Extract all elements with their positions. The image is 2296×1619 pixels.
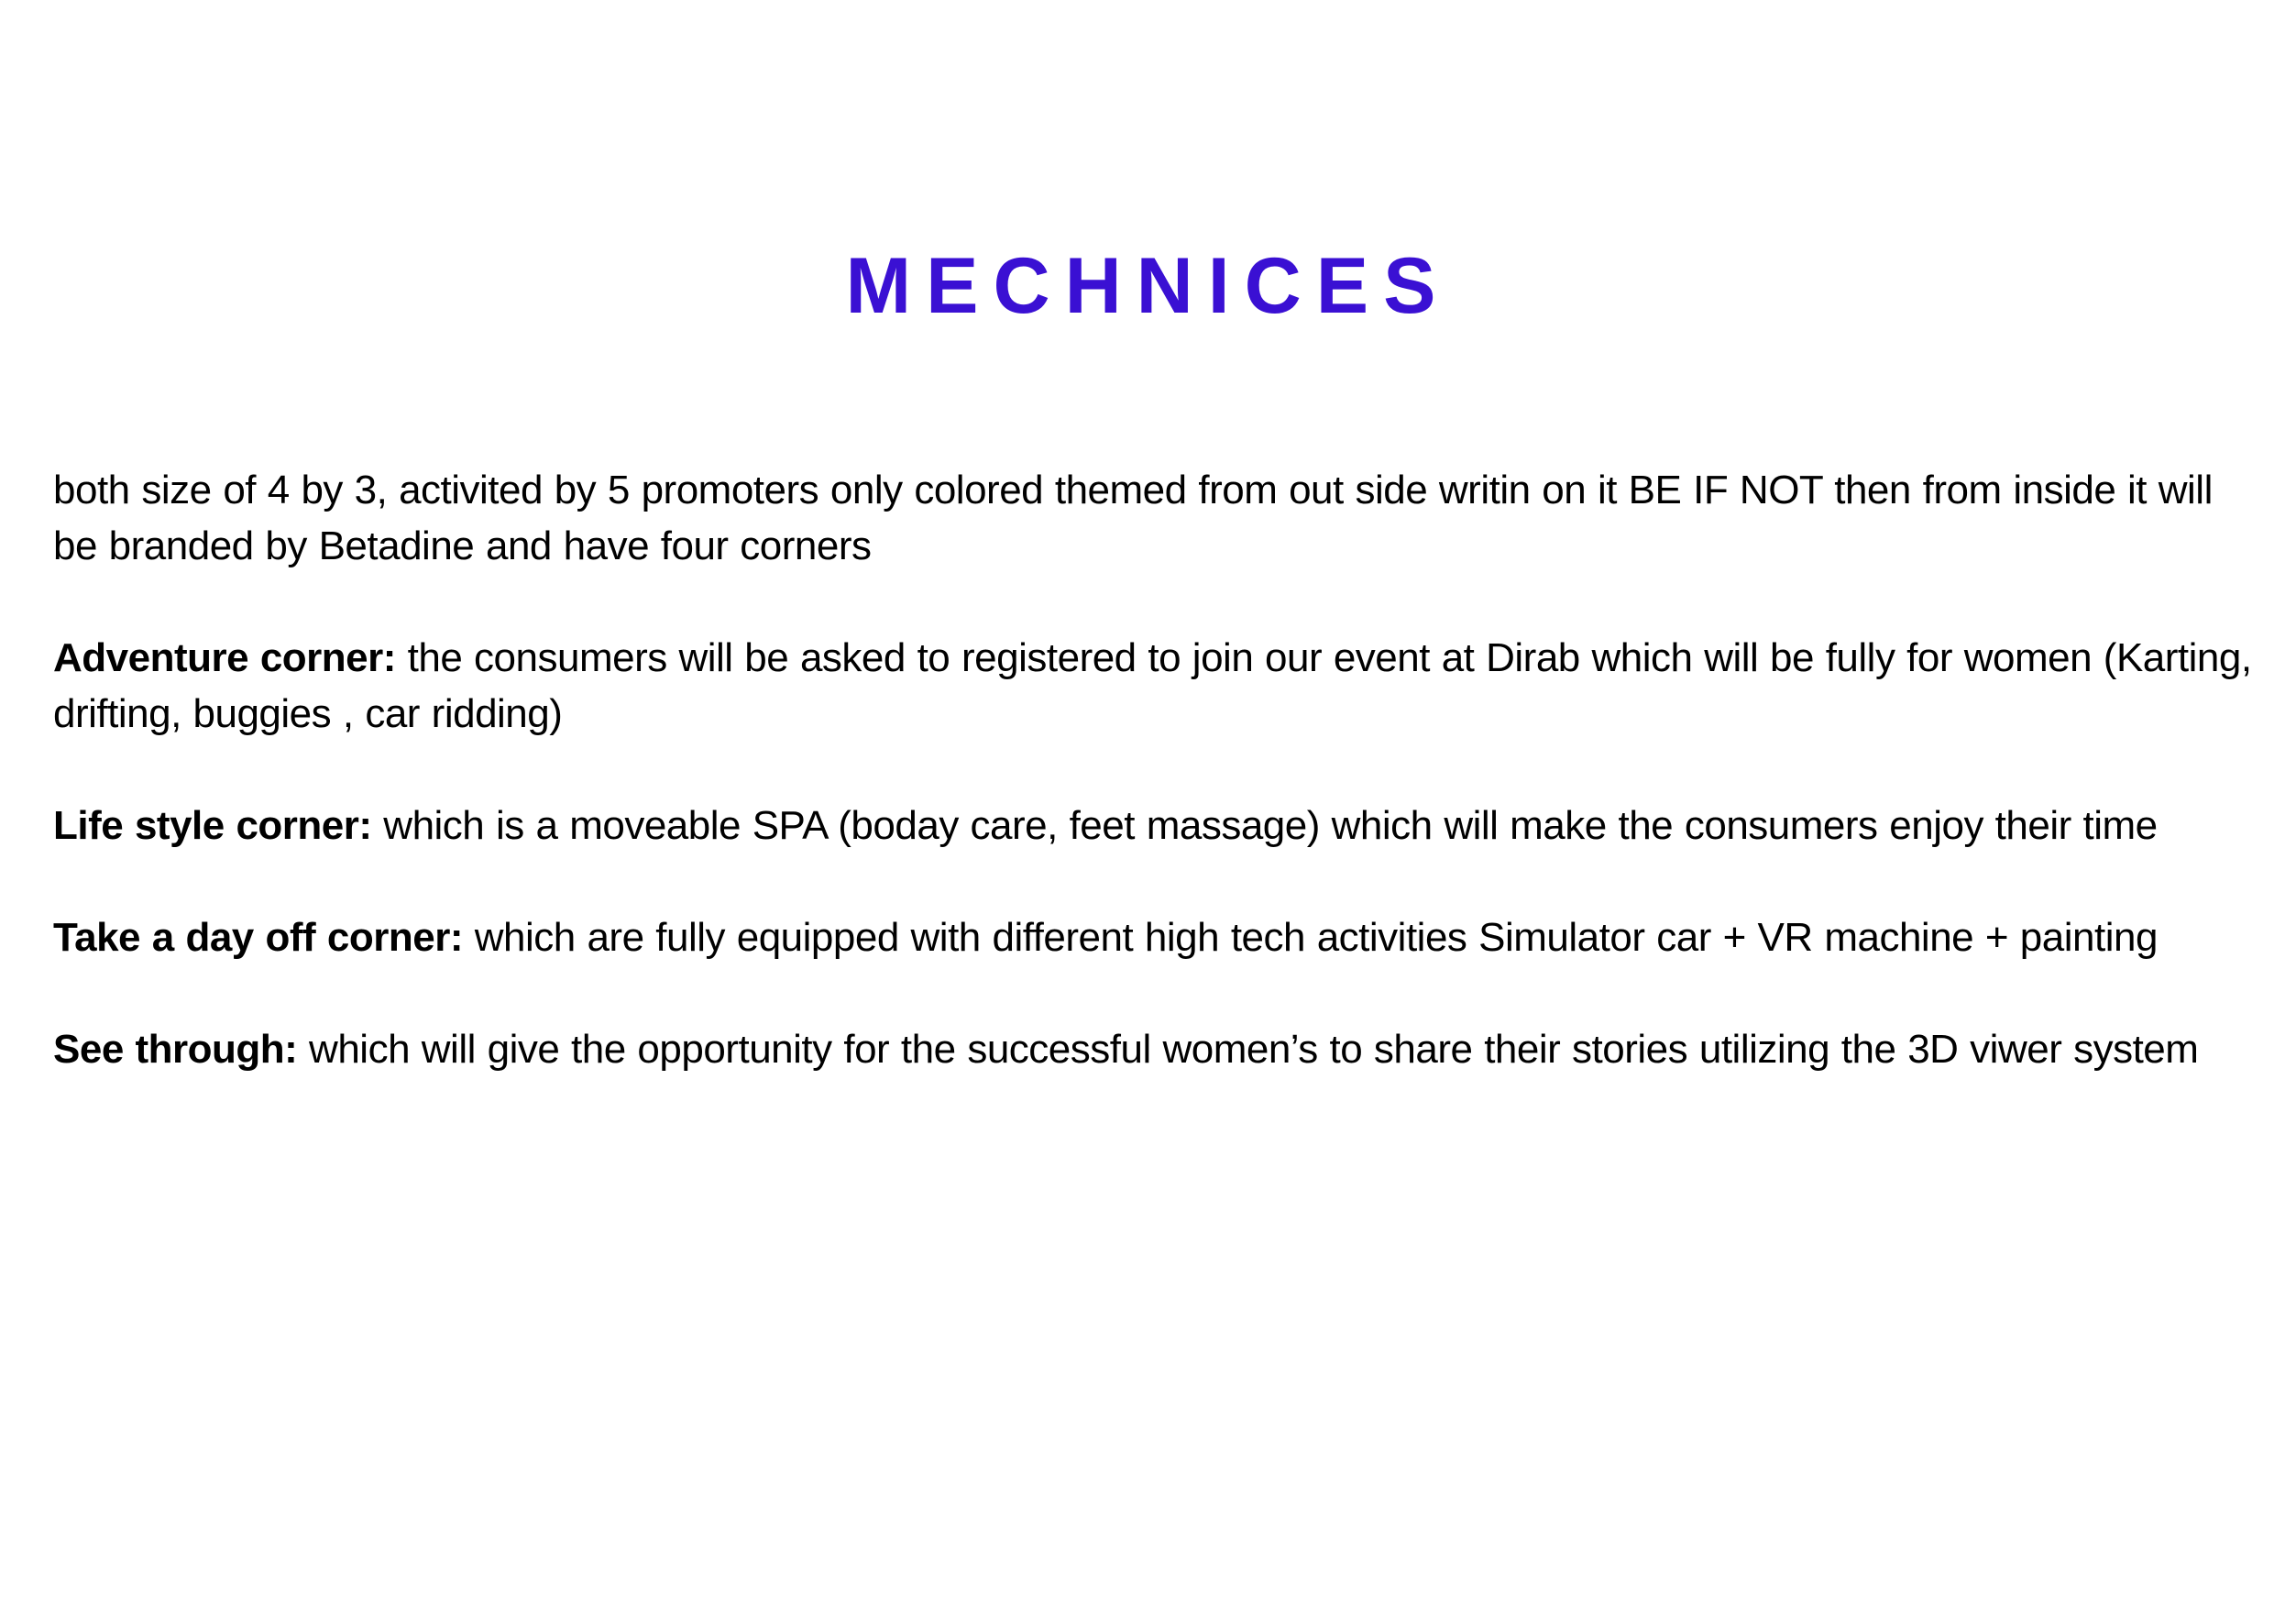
section-heading: Adventure corner: [53, 635, 396, 680]
section-text: which will give the opportunity for the successful women’s to share their stories utilizing the 3D viwer system [297, 1027, 2199, 1072]
section-text: which are fully equipped with different high tech activities Simulator car + VR machine + painting [463, 915, 2158, 960]
section-heading: See through: [53, 1027, 298, 1072]
section-heading: Take a day off corner: [53, 915, 463, 960]
section-adventure-corner [53, 630, 2253, 742]
section-life-style-corner [53, 798, 2253, 854]
page-title: MECHNICES [845, 242, 1451, 330]
section-see-through [53, 1021, 2253, 1077]
section-text: which is a moveable SPA (boday care, feet massage) which will make the consumers enjoy their time [371, 803, 2158, 848]
section-take-a-day-off-corner [53, 909, 2253, 965]
body-content [53, 462, 2253, 1077]
intro-paragraph: both size of 4 by 3, activited by 5 promoters only colored themed from out side writin on it BE IF NOT then from inside it will be branded by Betadine and have four corners [53, 468, 2213, 568]
section-text: the consumers will be asked to registered to join our event at Dirab which will be fully for women (Karting, drifting, buggies , car ridding) [53, 635, 2252, 736]
section-heading: Life style corner: [53, 803, 372, 848]
